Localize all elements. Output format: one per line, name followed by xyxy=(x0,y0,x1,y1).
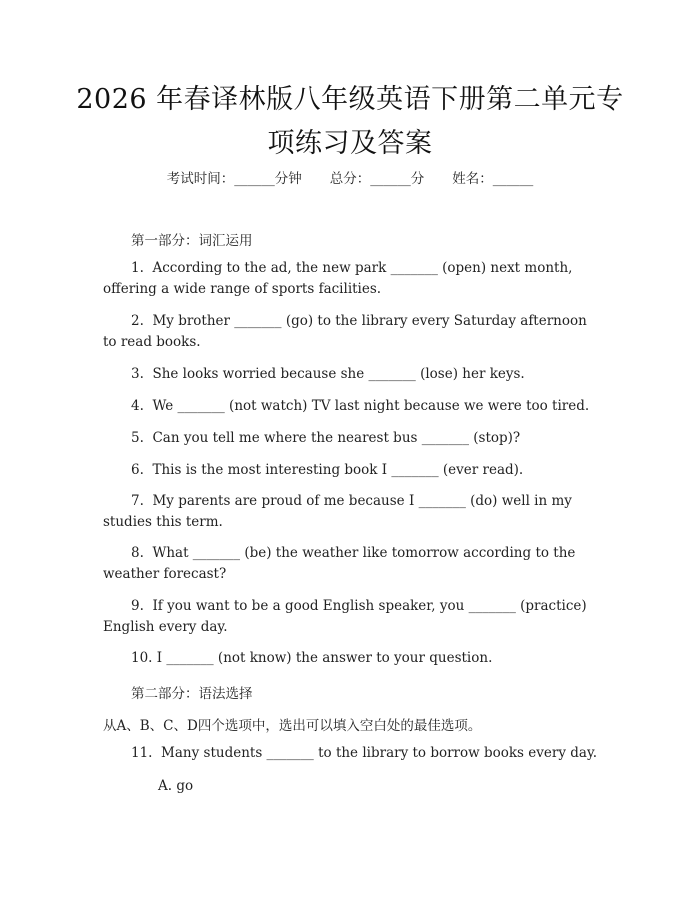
exam-score: 总分：______分 xyxy=(329,171,425,187)
question-11: 11. Many students _______ to the library to borrow books every day. xyxy=(131,745,598,761)
question-2: 2. My brother _______ (go) to the library every Saturday afternoon to read books. xyxy=(103,313,592,350)
section-1-heading: 第一部分：词汇运用 xyxy=(131,233,253,249)
section-2-heading: 第二部分：语法选择 xyxy=(131,686,253,702)
section-2-instruction: 从A、B、C、D四个选项中，选出可以填入空白处的最佳选项。 xyxy=(103,718,482,734)
exam-name: 姓名：______ xyxy=(452,171,534,187)
question-4: 4. We _______ (not watch) TV last night because we were too tired. xyxy=(131,398,590,414)
exam-meta-line xyxy=(0,167,700,187)
question-5: 5. Can you tell me where the nearest bus _______ (stop)? xyxy=(131,430,521,446)
question-10: 10. I _______ (not know) the answer to your question. xyxy=(131,650,493,666)
exam-time: 考试时间：______分钟 xyxy=(166,171,302,187)
question-6: 6. This is the most interesting book I _______ (ever read). xyxy=(131,462,524,478)
title-line-2: 项练习及答案 xyxy=(267,128,433,159)
question-3: 3. She looks worried because she _______ (lose) her keys. xyxy=(131,366,525,382)
question-11-option-a: A. go xyxy=(158,778,194,794)
document-title xyxy=(60,78,640,166)
question-7: 7. My parents are proud of me because I _______ (do) well in my studies this term. xyxy=(103,493,577,530)
question-9: 9. If you want to be a good English speaker, you _______ (practice) English every day. xyxy=(103,598,591,635)
title-line-1: 2026 年春译林版八年级英语下册第二单元专 xyxy=(76,84,624,115)
question-1: 1. According to the ad, the new park _______ (open) next month, offering a wide range of sports facilities. xyxy=(103,260,577,297)
question-8: 8. What _______ (be) the weather like tomorrow according to the weather forecast? xyxy=(103,545,580,582)
